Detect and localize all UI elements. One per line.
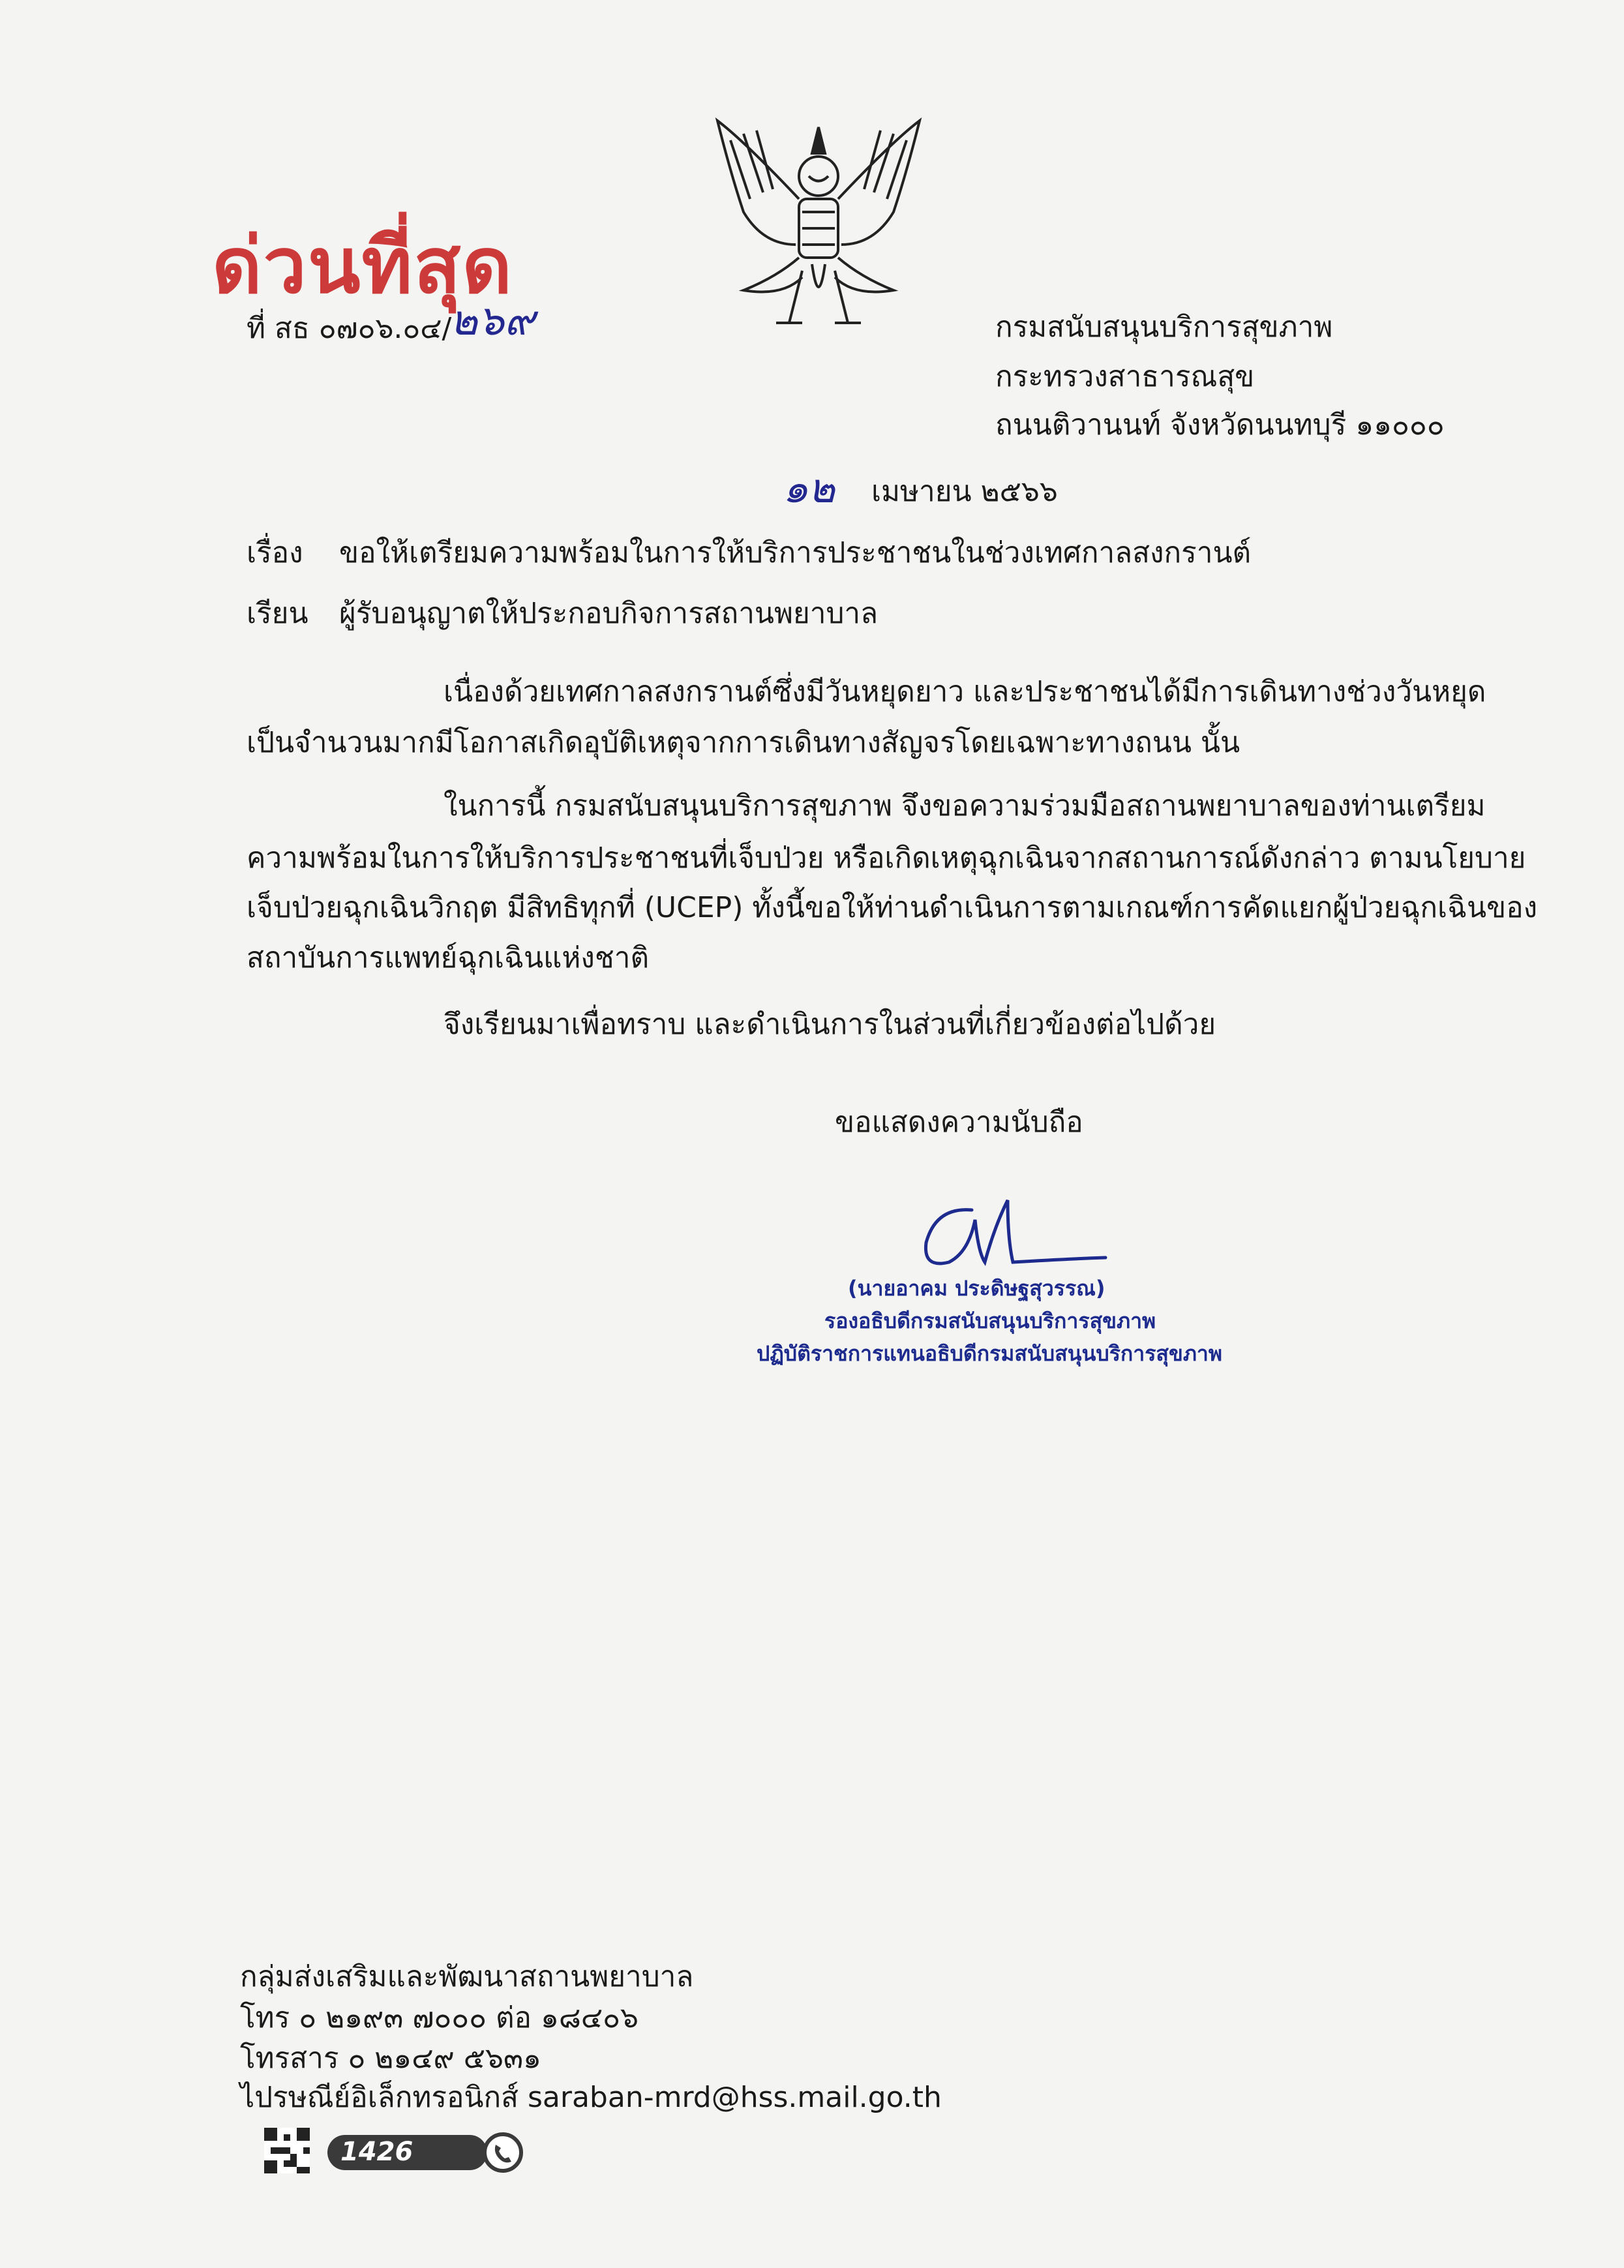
reference-number-handwritten: ๒๖๙: [450, 297, 535, 345]
body-paragraph-2-line-4: สถาบันการแพทย์ฉุกเฉินแห่งชาติ: [247, 941, 650, 975]
date-month-year: เมษายน ๒๕๖๖: [871, 475, 1058, 508]
date-day-handwritten: ๑๒: [783, 464, 835, 512]
urgency-stamp: ด่วนที่สุด: [212, 220, 513, 310]
footer-unit: กลุ่มส่งเสริมและพัฒนาสถานพยาบาล: [240, 1960, 694, 1993]
sender-department: กรมสนับสนุนบริการสุขภาพ: [995, 310, 1333, 344]
signatory-acting-position: ปฏิบัติราชการแทนอธิบดีกรมสนับสนุนบริการสุขภาพ: [757, 1341, 1222, 1366]
body-paragraph-2-line-2: ความพร้อมในการให้บริการประชาชนที่เจ็บป่วย หรือเกิดเหตุฉุกเฉินจากสถานการณ์ดังกล่าว ตามนโยบาย: [247, 841, 1526, 875]
sender-ministry: กระทรวงสาธารณสุข: [995, 360, 1255, 393]
footer-email: ไปรษณีย์อิเล็กทรอนิกส์ saraban-mrd@hss.mail.go.th: [240, 2081, 942, 2114]
closing-salutation: ขอแสดงความนับถือ: [835, 1106, 1083, 1139]
phone-icon: [480, 2132, 526, 2173]
signatory-name: (นายอาคม ประดิษฐสุวรรณ): [848, 1276, 1105, 1301]
body-paragraph-3: จึงเรียนมาเพื่อทราบ และดำเนินการในส่วนที่เกี่ยวข้องต่อไปด้วย: [444, 1008, 1216, 1041]
hotline-number: 1426: [340, 2137, 414, 2167]
garuda-emblem-icon: [704, 114, 933, 336]
recipient-text: ผู้รับอนุญาตให้ประกอบกิจการสถานพยาบาล: [339, 597, 879, 630]
recipient-label: เรียน: [247, 597, 308, 630]
footer-fax: โทรสาร ๐ ๒๑๔๙ ๕๖๓๑: [240, 2042, 541, 2075]
body-paragraph-2-line-3: เจ็บป่วยฉุกเฉินวิกฤต มีสิทธิทุกที่ (UCEP) ทั้งนี้ขอให้ท่านดำเนินการตามเกณฑ์การคัดแยกผู้ป่วยฉุกเฉินของ: [247, 891, 1538, 924]
body-paragraph-2-line-1: ในการนี้ กรมสนับสนุนบริการสุขภาพ จึงขอความร่วมมือสถานพยาบาลของท่านเตรียม: [444, 789, 1486, 823]
subject-text: ขอให้เตรียมความพร้อมในการให้บริการประชาชนในช่วงเทศกาลสงกรานต์: [339, 536, 1252, 569]
qr-code-icon: [264, 2128, 310, 2173]
body-paragraph-1-line-1: เนื่องด้วยเทศกาลสงกรานต์ซึ่งมีวันหยุดยาว และประชาชนได้มีการเดินทางช่วงวันหยุด: [444, 675, 1486, 708]
reference-number-label: ที่ สธ ๐๗๐๖.๐๔/: [247, 312, 452, 345]
sender-address: ถนนติวานนท์ จังหวัดนนทบุรี ๑๑๐๐๐: [995, 408, 1445, 442]
footer-phone: โทร ๐ ๒๑๙๓ ๗๐๐๐ ต่อ ๑๘๔๐๖: [240, 2001, 639, 2034]
subject-label: เรื่อง: [247, 536, 303, 569]
signatory-position: รองอธิบดีกรมสนับสนุนบริการสุขภาพ: [824, 1308, 1156, 1333]
body-paragraph-1-line-2: เป็นจำนวนมากมีโอกาสเกิดอุบัติเหตุจากการเดินทางสัญจรโดยเฉพาะทางถนน นั้น: [247, 726, 1241, 759]
signature-scribble: [910, 1181, 1125, 1278]
